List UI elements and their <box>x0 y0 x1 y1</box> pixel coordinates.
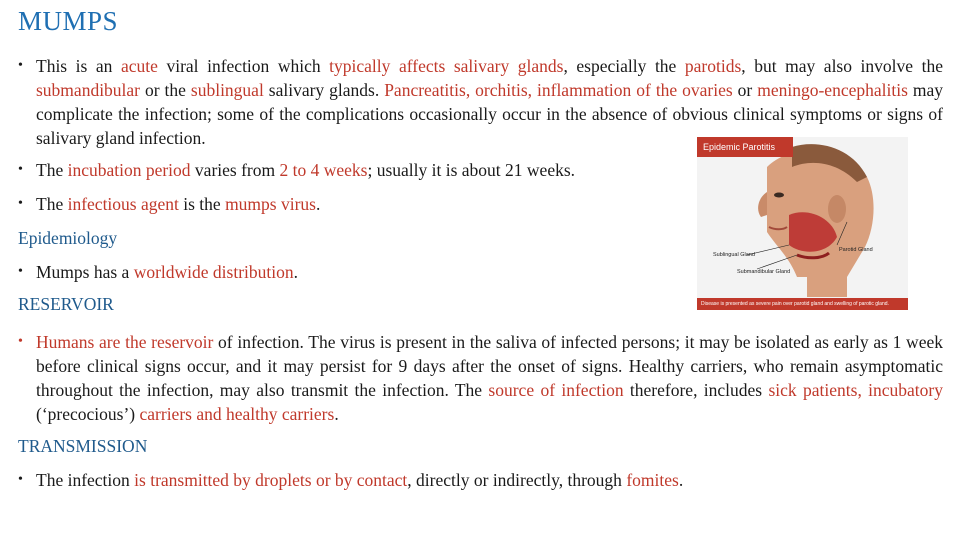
bullet-description <box>18 54 943 150</box>
page-title: MUMPS <box>18 6 119 36</box>
bullet-transmission <box>18 468 683 492</box>
bullet-marker: • <box>18 472 23 487</box>
bullet-text: The incubation period varies from 2 to 4 weeks; usually it is about 21 weeks. <box>36 160 576 180</box>
section-heading-epidemiology: Epidemiology <box>18 228 118 248</box>
bullet-incubation <box>18 158 575 182</box>
label-submandibular-gland: Submandibular Gland <box>737 269 791 275</box>
bullet-text: Humans are the reservoir of infection. The virus is present in the saliva of infected persons; it may be isolated as early as 1 week before clinical signs occur, and it may persist for 9 days after the onset of signs. Healthy carriers, who remain asymptomatic throughout the infection, may also transmit the infection. The source of infection therefore, includes sick patients, incubatory (‘precocious’) carriers and healthy carriers. <box>36 332 943 424</box>
bullet-marker: • <box>18 264 23 279</box>
head-illustration <box>697 137 908 310</box>
bullet-marker: • <box>18 58 23 73</box>
bullet-text: The infectious agent is the mumps virus. <box>36 194 321 214</box>
parotitis-illustration <box>697 137 908 310</box>
bullet-text: Mumps has a worldwide distribution. <box>36 262 298 282</box>
figure-header: Epidemic Parotitis <box>697 137 793 157</box>
bullet-marker: • <box>18 196 23 211</box>
bullet-agent <box>18 192 320 216</box>
label-sublingual-gland: Sublingual Gland <box>713 252 755 258</box>
bullet-marker: • <box>18 162 23 177</box>
bullet-text: The infection is transmitted by droplets or by contact, directly or indirectly, through fomites. <box>36 470 684 490</box>
figure-caption: Disease is presented as severe pain over parotid gland and swelling of parotic gland. <box>697 298 908 310</box>
label-parotid-gland: Parotid Gland <box>839 247 873 253</box>
section-heading-transmission: TRANSMISSION <box>18 436 148 456</box>
bullet-reservoir <box>18 330 943 426</box>
bullet-distribution <box>18 260 298 284</box>
bullet-marker: • <box>18 334 23 349</box>
section-heading-reservoir: RESERVOIR <box>18 294 114 314</box>
bullet-text: This is an acute viral infection which typically affects salivary glands, especially the parotids, but may also involve the submandibular or the sublingual salivary glands. Pancreatitis, orchitis, inflammation of the ovaries or meningo-encephalitis may complicate the infection; some of the complications occasionally occur in the absence of obvious clinical symptoms or signs of salivary gland infection. <box>36 56 943 148</box>
